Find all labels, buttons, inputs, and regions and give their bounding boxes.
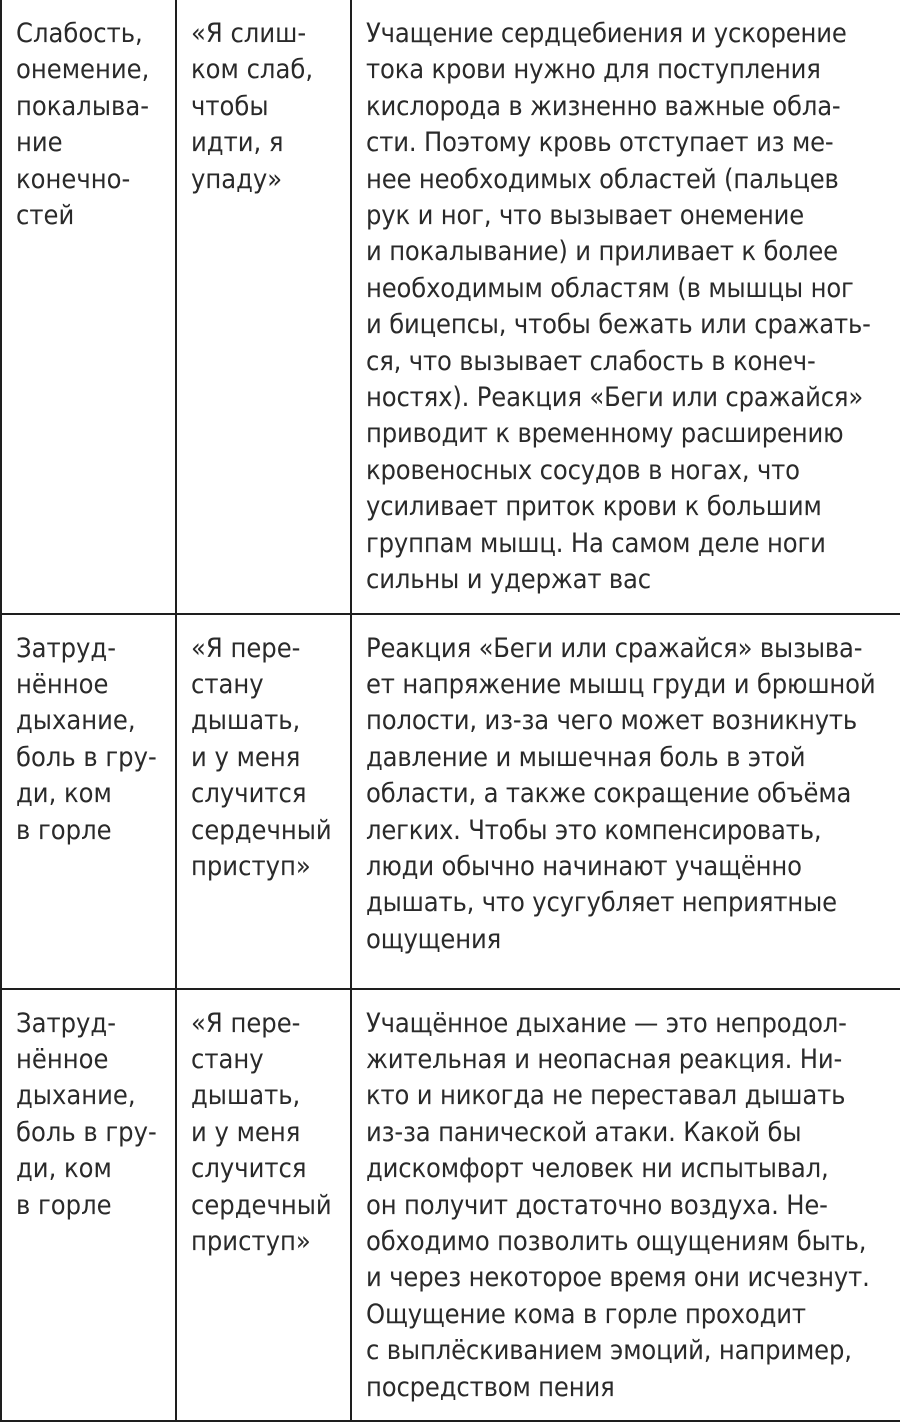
explanation-cell: Учащённое дыхание — это непродол- жительная и неопасная реакция. Ни- кто и никогда не переставал дышать из-за панической атаки. Какой бы дискомфорт человек ни испытывал, он получит достаточно воздуха. Не- обходимо позволить ощущениям быть, и через некоторое время они исчезнут. Ощущение кома в горле проходит с выплёскиванием эмоций, например, посредством пения bbox=[351, 989, 900, 1421]
table-row bbox=[1, 0, 900, 614]
symptom-cell: Затруд- нённое дыхание, боль в гру- ди, ком в горле bbox=[1, 614, 176, 989]
thought-cell: «Я слиш- ком слаб, чтобы идти, я упаду» bbox=[176, 0, 351, 614]
explanation-cell: Реакция «Беги или сражайся» вызыва- ет напряжение мышц груди и брюшной полости, из-за чего может возникнуть давление и мышечная боль в этой области, а также сокращение объёма легких. Чтобы это компенсировать, люди обычно начинают учащённо дышать, что усугубляет неприятные ощущения bbox=[351, 614, 900, 989]
symptom-cell: Затруд- нённое дыхание, боль в гру- ди, ком в горле bbox=[1, 989, 176, 1421]
table-row bbox=[1, 989, 900, 1421]
thought-cell: «Я пере- стану дышать, и у меня случится сердечный приступ» bbox=[176, 614, 351, 989]
table-row bbox=[1, 614, 900, 989]
symptom-cell: Слабость, онемение, покалыва- ние конечно- стей bbox=[1, 0, 176, 614]
explanation-cell: Учащение сердцебиения и ускорение тока крови нужно для поступления кислорода в жизненно важные обла- сти. Поэтому кровь отступает из ме- нее необходимых областей (пальцев рук и ног, что вызывает онемение и покалывание) и приливает к более необходимым областям (в мышцы ног и бицепсы, чтобы бежать или сражать- ся, что вызывает слабость в конеч- ностях). Реакция «Беги или сражайся» приводит к временному расширению кровеносных сосудов в ногах, что усиливает приток крови к большим группам мышц. На самом деле ноги сильны и удержат вас bbox=[351, 0, 900, 614]
thought-cell: «Я пере- стану дышать, и у меня случится сердечный приступ» bbox=[176, 989, 351, 1421]
